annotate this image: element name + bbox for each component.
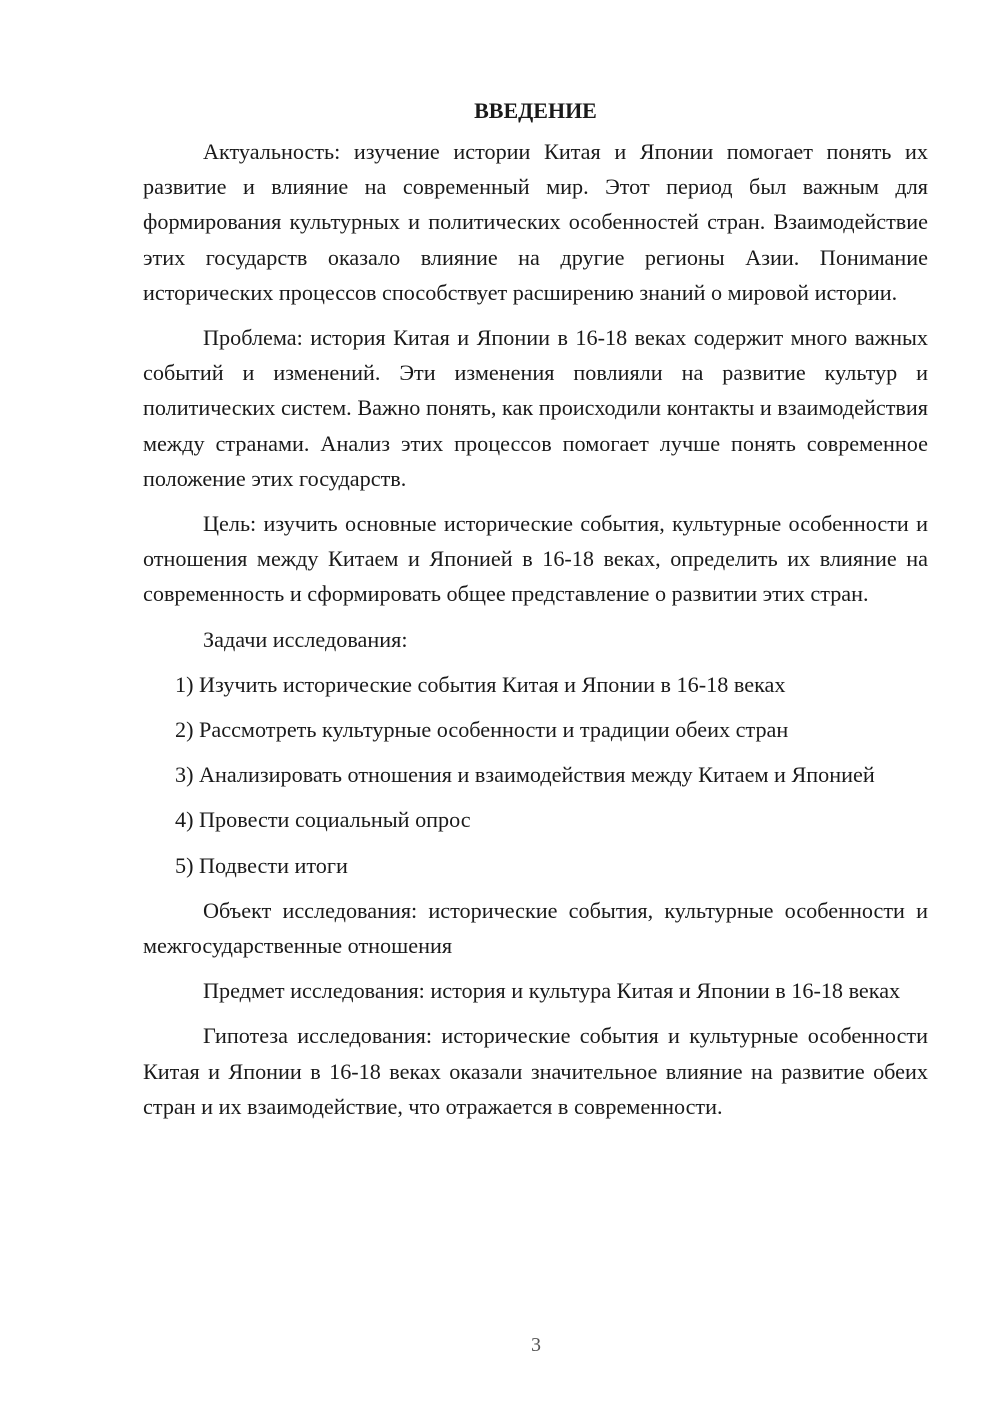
task-item-1: 1) Изучить исторические события Китая и Японии в 16-18 веках [175,671,786,697]
task-item-3: 3) Анализировать отношения и взаимодействия между Китаем и Японией [175,762,875,788]
tasks-heading: Задачи исследования: [203,626,408,652]
paragraph-goal: Цель: изучить основные исторические события, культурные особенности и отношения между Китаем и Японией в 16-18 веках, определить их влияние на современность и сформировать общее представление о развитии этих стран. [143,511,928,607]
paragraph-subject: Предмет исследования: история и культура Китая и Японии в 16-18 веках [203,978,901,1004]
page-number: 3 [531,1334,541,1356]
paragraph-relevance: Актуальность: изучение истории Китая и Японии помогает понять их развитие и влияние на современный мир. Этот период был важным для формирования культурных и политических особенностей стран. Взаимодействие этих государств оказало влияние на другие регионы Азии. Понимание исторических процессов способствует расширению знаний о мировой истории. [143,139,928,305]
paragraph-object: Объект исследования: исторические события, культурные особенности и межгосударственные отношения [143,897,928,959]
section-title: ВВЕДЕНИЕ [474,98,597,123]
paragraph-hypothesis: Гипотеза исследования: исторические события и культурные особенности Китая и Японии в 16-18 веках оказали значительное влияние на развитие обеих стран и их взаимодействие, что отражается в современности. [143,1023,928,1119]
task-item-2: 2) Рассмотреть культурные особенности и традиции обеих стран [175,717,789,743]
paragraph-problem: Проблема: история Китая и Японии в 16-18 веках содержит много важных событий и изменений. Эти изменения повлияли на развитие культур и политических систем. Важно понять, как происходили контакты и взаимодействия между странами. Анализ этих процессов помогает лучше понять современное положение этих государств. [143,325,928,491]
page-content [143,94,928,1134]
task-item-5: 5) Подвести итоги [175,852,348,878]
task-item-4: 4) Провести социальный опрос [175,807,471,833]
